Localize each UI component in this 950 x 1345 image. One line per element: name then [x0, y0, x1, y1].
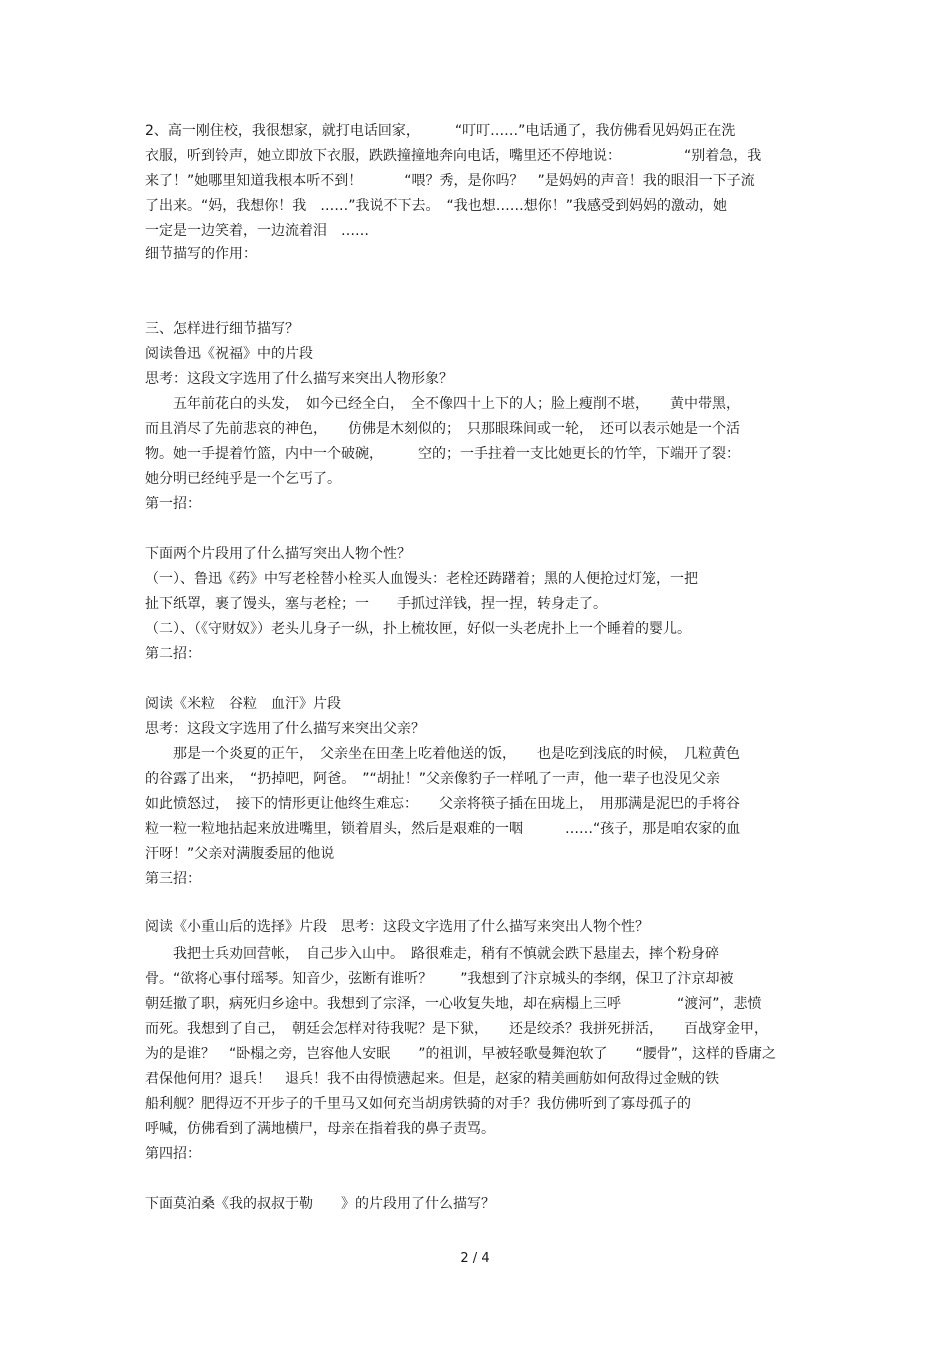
- question-line: 思考：这段文字选用了什么描写来突出父亲？: [145, 721, 425, 737]
- text-line: 了出来。“妈，我想你！我 ……”我说不下去。 “我也想……想你！”我感受到妈妈的激动，她: [145, 198, 728, 214]
- text-line: 那是一个炎夏的正午， 父亲坐在田垄上吃着他送的饭， 也是吃到浅底的时候， 几粒黄色: [145, 746, 740, 762]
- question-line: 阅读《小重山后的选择》片段 思考：这段文字选用了什么描写来突出人物个性？: [145, 919, 649, 935]
- text-line: 朝廷撤了职，病死归乡途中。我想到了宗泽，一心收复失地，却在病榻上三呼 “渡河”，悲愤: [145, 996, 762, 1012]
- text-line: 的谷露了出来， “扔掉吧，阿爸。 ”“胡扯！”父亲像豹子一样吼了一声，他一辈子也没见父亲: [145, 771, 721, 787]
- question-line: 下面莫泊桑《我的叔叔于勒 》的片段用了什么描写？: [145, 1196, 495, 1212]
- section-label: 第四招：: [145, 1146, 201, 1162]
- text-line: 一定是一边笑着，一边流着泪 ……: [145, 223, 369, 239]
- text-line: （二）、（《守财奴》）老头儿身子一纵，扑上梳妆匣，好似一头老虎扑上一个睡着的婴儿。: [145, 621, 691, 637]
- text-line: 五年前花白的头发， 如今已经全白， 全不像四十上下的人；脸上瘦削不堪， 黄中带黑，: [145, 396, 740, 412]
- text-line: 而且消尽了先前悲哀的神色， 仿佛是木刻似的； 只那眼珠间或一轮， 还可以表示她是一个活: [145, 421, 740, 437]
- section-heading: 三、怎样进行细节描写？: [145, 321, 299, 337]
- text-line: 来了！”她哪里知道我根本听不到！ “喂？秀，是你吗？ ”是妈妈的声音！我的眼泪一下子流: [145, 173, 755, 189]
- text-line: 我把士兵劝回营帐， 自己步入山中。 路很难走，稍有不慎就会跌下悬崖去，摔个粉身碎: [145, 946, 719, 962]
- section-label: 第一招：: [145, 496, 201, 512]
- text-line: 汗呀！”父亲对满腹委屈的他说: [145, 846, 335, 862]
- text-line: 而死。我想到了自己， 朝廷会怎样对待我呢？是下狱， 还是绞杀？我拼死拼活， 百战穿金甲，: [145, 1021, 768, 1037]
- text-line: 衣服，听到铃声，她立即放下衣服，跌跌撞撞地奔向电话，嘴里还不停地说： “别着急，我: [145, 148, 762, 164]
- text-line: 阅读《米粒 谷粒 血汗》片段: [145, 696, 341, 712]
- text-line: （一）、鲁迅《药》中写老栓替小栓买人血馒头：老栓还踌躇着；黑的人便抢过灯笼，一把: [145, 571, 698, 587]
- text-line: 她分明已经纯乎是一个乞丐了。: [145, 471, 341, 487]
- text-line: 如此愤怒过， 接下的情形更让他终生难忘： 父亲将筷子插在田垅上， 用那满是泥巴的手将谷: [145, 796, 740, 812]
- page-number: 2 / 4: [460, 1251, 490, 1266]
- section-label: 第二招：: [145, 646, 201, 662]
- question-line: 思考：这段文字选用了什么描写来突出人物形象？: [145, 371, 453, 387]
- text-line: 阅读鲁迅《祝福》中的片段: [145, 346, 313, 362]
- question-line: 下面两个片段用了什么描写突出人物个性？: [145, 546, 411, 562]
- text-line: 2、高一刚住校，我很想家，就打电话回家， “叮叮……”电话通了，我仿佛看见妈妈正在洗: [145, 123, 736, 139]
- text-line: 呼喊，仿佛看到了满地横尸，母亲在指着我的鼻子责骂。: [145, 1121, 495, 1137]
- text-line: 骨。“欲将心事付瑶琴。知音少，弦断有谁听？ ”我想到了汴京城头的李纲，保卫了汴京却被: [145, 971, 734, 987]
- text-line: 粒一粒一粒地拈起来放进嘴里，锁着眉头，然后是艰难的一咽 ……“孩子，那是咱农家的血: [145, 821, 741, 837]
- text-line: 船利舰？肥得迈不开步子的千里马又如何充当胡虏铁骑的对手？我仿佛听到了寡母孤子的: [145, 1096, 691, 1112]
- text-line: 物。她一手提着竹篮，内中一个破碗， 空的；一手拄着一支比她更长的竹竿，下端开了裂：: [145, 446, 740, 462]
- text-line: 君保他何用？退兵！ 退兵！我不由得愤懑起来。但是，赵家的精美画舫如何敌得过金贼的铁: [145, 1071, 719, 1087]
- section-label: 细节描写的作用：: [145, 246, 257, 262]
- text-line: 为的是谁？ “卧榻之旁，岂容他人安眠 ”的祖训，早被轻歌曼舞泡软了 “腰骨”，这样的昏庸之: [145, 1046, 777, 1062]
- section-label: 第三招：: [145, 871, 201, 887]
- text-line: 扯下纸罩，裹了馒头，塞与老栓；一 手抓过洋钱，捏一捏，转身走了。: [145, 596, 607, 612]
